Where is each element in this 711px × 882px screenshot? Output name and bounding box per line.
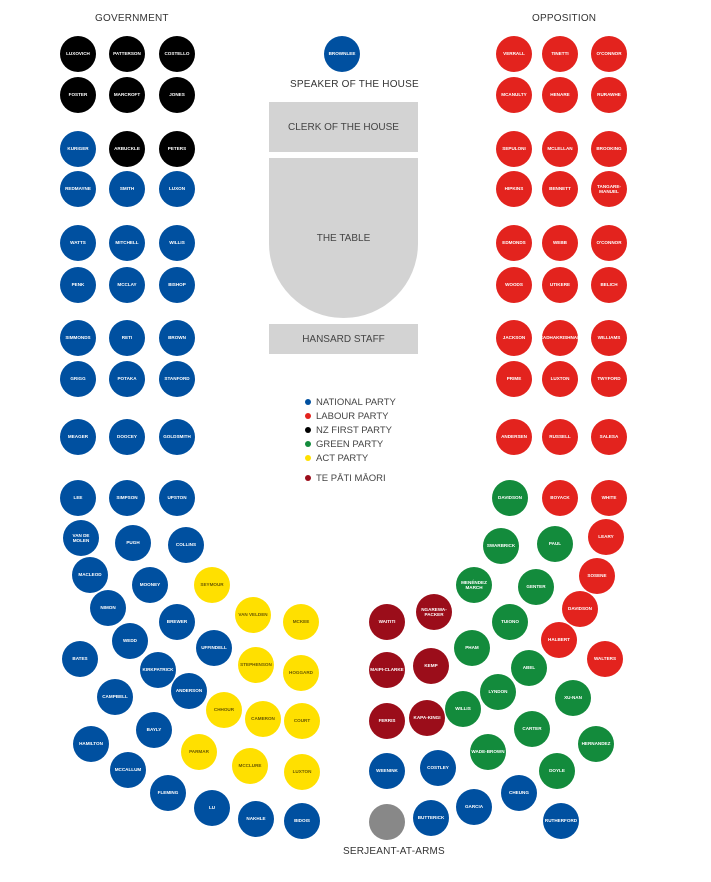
seat-labour: TANGARE-MANUEL xyxy=(591,171,627,207)
seat-labour: HALBERT xyxy=(541,622,577,658)
seat-labour: EDMONDS xyxy=(496,225,532,261)
clerk-box: CLERK OF THE HOUSE xyxy=(269,102,418,152)
seat-labour: JACKSON xyxy=(496,320,532,356)
seat-green: WADE-BROWN xyxy=(470,734,506,770)
party-legend xyxy=(305,395,396,485)
seat-national: UPSTON xyxy=(159,480,195,516)
seat-labour: WEBB xyxy=(542,225,578,261)
seat-national: LU xyxy=(194,790,230,826)
legend-swatch xyxy=(305,413,311,419)
seat-labour: DAVIDSON xyxy=(562,591,598,627)
seat-labour: RADHAKRISHNAN xyxy=(542,320,578,356)
seat-vacant xyxy=(369,804,405,840)
seat-labour: HENARE xyxy=(542,77,578,113)
opposition-heading: OPPOSITION xyxy=(532,13,597,24)
seat-green: CARTER xyxy=(514,711,550,747)
seat-labour: BENNETT xyxy=(542,171,578,207)
seat-labour: MCANULTY xyxy=(496,77,532,113)
seat-labour: VERRALL xyxy=(496,36,532,72)
seat-green: MENÉNDEZ MARCH xyxy=(456,567,492,603)
seat-national: RETI xyxy=(109,320,145,356)
hansard-box: HANSARD STAFF xyxy=(269,324,418,354)
seat-labour: LEARY xyxy=(588,519,624,555)
seat-labour: BELICH xyxy=(591,267,627,303)
seat-labour: O'CONNOR xyxy=(591,36,627,72)
legend-label: LABOUR PARTY xyxy=(316,410,389,422)
seat-labour: BOYACK xyxy=(542,480,578,516)
legend-item-national xyxy=(305,395,396,409)
seat-maori: FERRIS xyxy=(369,703,405,739)
legend-swatch xyxy=(305,475,311,481)
seat-nzfirst: ARBUCKLE xyxy=(109,131,145,167)
seat-nzfirst: COSTELLO xyxy=(159,36,195,72)
seat-national: PUGH xyxy=(115,525,151,561)
seat-green: SWARBRICK xyxy=(483,528,519,564)
seat-green: LYNDON xyxy=(480,674,516,710)
seat-labour: SOSENE xyxy=(579,558,615,594)
seat-maori: MAIPI-CLARKE xyxy=(369,652,405,688)
seat-labour: TINETTI xyxy=(542,36,578,72)
seat-labour: TWYFORD xyxy=(591,361,627,397)
legend-item-green xyxy=(305,437,396,451)
seat-national: BREWER xyxy=(159,604,195,640)
seat-act: STEPHENSON xyxy=(238,647,274,683)
seat-national: KIRKPATRICK xyxy=(140,652,176,688)
seat-green: HERNANDEZ xyxy=(578,726,614,762)
seat-labour: WALTERS xyxy=(587,641,623,677)
seat-national: MEAGER xyxy=(60,419,96,455)
seat-nzfirst: FOSTER xyxy=(60,77,96,113)
legend-item-maori xyxy=(305,471,396,485)
seat-national: WATTS xyxy=(60,225,96,261)
seat-national: MCCALLUM xyxy=(110,752,146,788)
seat-nzfirst: PETERS xyxy=(159,131,195,167)
seat-national: BUTTERICK xyxy=(413,800,449,836)
seat-national: GOLDSMITH xyxy=(159,419,195,455)
seat-national: WILLIS xyxy=(159,225,195,261)
seat-act: LUXTON xyxy=(284,754,320,790)
seat-labour: PRIME xyxy=(496,361,532,397)
seat-national: BIDOIS xyxy=(284,803,320,839)
legend-swatch xyxy=(305,427,311,433)
seat-national: REDMAYNE xyxy=(60,171,96,207)
seat-national: CHEUNG xyxy=(501,775,537,811)
seat-national: UFFINDELL xyxy=(196,630,232,666)
seat-national: COLLINS xyxy=(168,527,204,563)
seat-maori: KEMP xyxy=(413,648,449,684)
legend-swatch xyxy=(305,455,311,461)
seat-labour: O'CONNOR xyxy=(591,225,627,261)
seat-green: WILLIS xyxy=(445,691,481,727)
seat-national: HAMILTON xyxy=(73,726,109,762)
seat-labour: ANDERSEN xyxy=(496,419,532,455)
seat-national: BROWNLEE xyxy=(324,36,360,72)
seat-national: PENK xyxy=(60,267,96,303)
seat-green: ABEL xyxy=(511,650,547,686)
seat-act: PARMAR xyxy=(181,734,217,770)
seat-act: MCCLURE xyxy=(232,748,268,784)
seat-nzfirst: LUXOVICH xyxy=(60,36,96,72)
seat-national: GARCIA xyxy=(456,789,492,825)
seat-national: POTAKA xyxy=(109,361,145,397)
seat-national: WEDD xyxy=(112,623,148,659)
speaker-label: SPEAKER OF THE HOUSE xyxy=(290,79,419,90)
legend-label: TE PĀTI MĀORI xyxy=(316,472,386,484)
seat-maori: NGAREWA-PACKER xyxy=(416,594,452,630)
seat-green: XU-NAN xyxy=(555,680,591,716)
seat-maori: WAITITI xyxy=(369,604,405,640)
government-heading: GOVERNMENT xyxy=(95,13,169,24)
seat-labour: WHITE xyxy=(591,480,627,516)
seat-nzfirst: MARCROFT xyxy=(109,77,145,113)
seat-act: COURT xyxy=(284,703,320,739)
seat-national: WEENINK xyxy=(369,753,405,789)
seat-national: GRIGG xyxy=(60,361,96,397)
legend-label: NZ FIRST PARTY xyxy=(316,424,393,436)
the-table: THE TABLE xyxy=(269,158,418,318)
seat-national: BAYLY xyxy=(136,712,172,748)
seat-labour: UTIKERE xyxy=(542,267,578,303)
seat-national: FLEMING xyxy=(150,775,186,811)
seat-green: GENTER xyxy=(518,569,554,605)
seat-national: NAKHLE xyxy=(238,801,274,837)
seat-national: SIMPSON xyxy=(109,480,145,516)
seat-act: MCKEE xyxy=(283,604,319,640)
seat-national: STANFORD xyxy=(159,361,195,397)
seat-act: SEYMOUR xyxy=(194,567,230,603)
seat-nzfirst: JONES xyxy=(159,77,195,113)
seat-labour: RUSSELL xyxy=(542,419,578,455)
seat-national: NIMON xyxy=(90,590,126,626)
seat-national: BROWN xyxy=(159,320,195,356)
seat-national: MACLEOD xyxy=(72,557,108,593)
seat-national: ANDERSON xyxy=(171,673,207,709)
seat-national: BATES xyxy=(62,641,98,677)
legend-swatch xyxy=(305,399,311,405)
seat-national: MITCHELL xyxy=(109,225,145,261)
seat-act: VAN VELDEN xyxy=(235,597,271,633)
seat-national: MOONEY xyxy=(132,567,168,603)
seat-national: LEE xyxy=(60,480,96,516)
seat-labour: HIPKINS xyxy=(496,171,532,207)
seat-green: DAVIDSON xyxy=(492,480,528,516)
legend-swatch xyxy=(305,441,311,447)
seat-green: TUIONO xyxy=(492,604,528,640)
seat-labour: SEPULONI xyxy=(496,131,532,167)
legend-label: GREEN PARTY xyxy=(316,438,384,450)
legend-item-nzfirst xyxy=(305,423,396,437)
seat-national: SMITH xyxy=(109,171,145,207)
seat-act: HOGGARD xyxy=(283,655,319,691)
seat-national: SIMMONDS xyxy=(60,320,96,356)
seat-national: DOOCEY xyxy=(109,419,145,455)
seat-maori: KAPA-KINGI xyxy=(409,700,445,736)
legend-item-labour xyxy=(305,409,396,423)
seat-national: MCCLAY xyxy=(109,267,145,303)
seat-national: RUTHERFORD xyxy=(543,803,579,839)
seat-act: CAMERON xyxy=(245,701,281,737)
seat-labour: WILLIAMS xyxy=(591,320,627,356)
serjeant-label: SERJEANT-AT-ARMS xyxy=(343,846,445,857)
seat-national: BISHOP xyxy=(159,267,195,303)
seat-national: VAN DE MOLEN xyxy=(63,520,99,556)
seat-national: CAMPBELL xyxy=(97,679,133,715)
seat-national: LUXON xyxy=(159,171,195,207)
legend-label: ACT PARTY xyxy=(316,452,369,464)
seat-labour: WOODS xyxy=(496,267,532,303)
seat-green: PHAM xyxy=(454,630,490,666)
seat-green: PAUL xyxy=(537,526,573,562)
seat-national: COSTLEY xyxy=(420,750,456,786)
seat-act: CHHOUR xyxy=(206,692,242,728)
legend-label: NATIONAL PARTY xyxy=(316,396,396,408)
seat-national: KURIGER xyxy=(60,131,96,167)
seat-green: DOYLE xyxy=(539,753,575,789)
seat-labour: BROOKING xyxy=(591,131,627,167)
seat-labour: SALESA xyxy=(591,419,627,455)
seat-labour: LUXTON xyxy=(542,361,578,397)
seat-labour: RURAWHE xyxy=(591,77,627,113)
seat-nzfirst: PATTERSON xyxy=(109,36,145,72)
legend-item-act xyxy=(305,451,396,465)
seat-labour: MCLELLAN xyxy=(542,131,578,167)
